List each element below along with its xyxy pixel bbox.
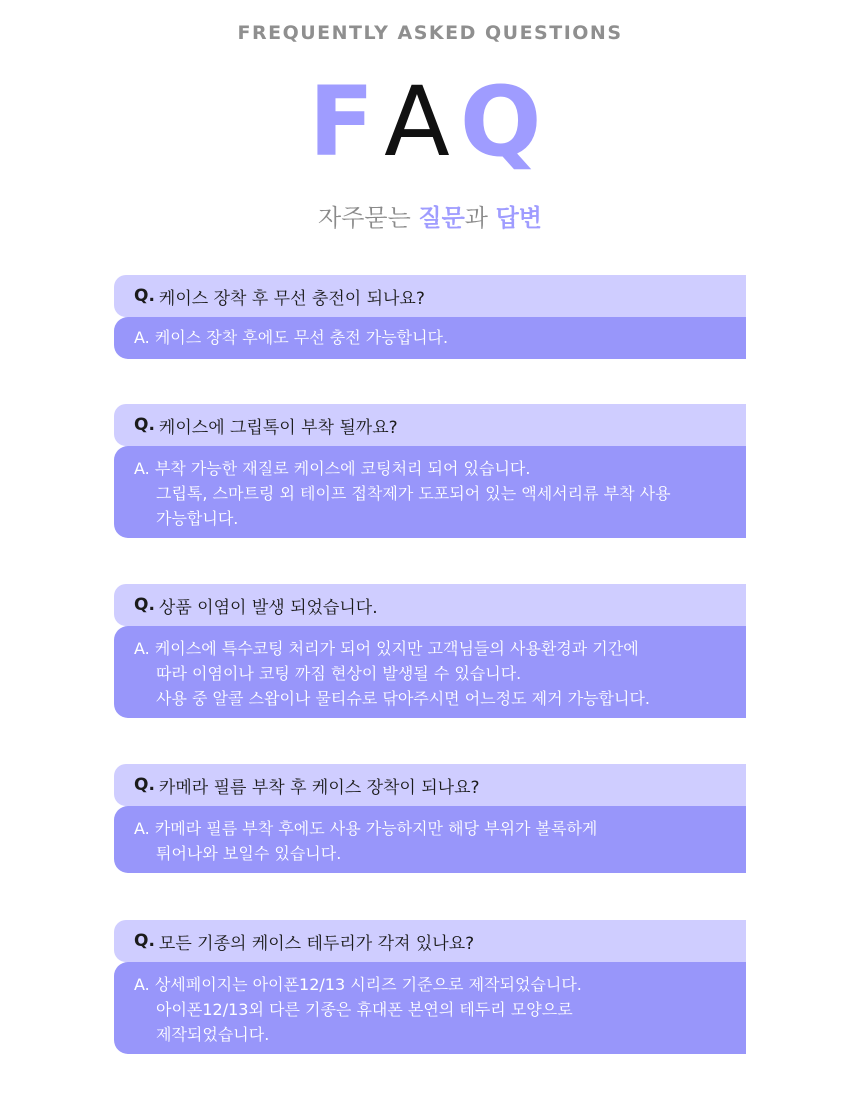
faq-item-5: [114, 920, 746, 1054]
question-text: 카메라 필름 부착 후 케이스 장착이 되나요?: [158, 777, 480, 798]
question-text: 모든 기종의 케이스 테두리가 각져 있나요?: [158, 933, 475, 954]
answer-line: 제작되었습니다.: [156, 1025, 270, 1044]
answer-line: 튀어나와 보일수 있습니다.: [156, 844, 342, 863]
question-bar[interactable]: [114, 404, 746, 446]
question-text: 상품 이염이 발생 되었습니다.: [158, 597, 378, 618]
subtitle-part2: 과: [464, 204, 496, 232]
page-title: [0, 66, 860, 178]
question-bar[interactable]: [114, 584, 746, 626]
answer-box: [114, 962, 746, 1054]
answer-line: A. 케이스에 특수코팅 처리가 되어 있지만 고객님들의 사용환경과 기간에: [134, 639, 639, 658]
answer-box: [114, 626, 746, 718]
question-prefix: Q.: [134, 286, 155, 306]
answer-line: 아이폰12/13외 다른 기종은 휴대폰 본연의 테두리 모양으로: [156, 1000, 573, 1019]
subtitle: [0, 198, 860, 233]
question-prefix: Q.: [134, 595, 155, 615]
title-letter-f: F: [308, 66, 385, 178]
subtitle-highlight-answer: 답변: [495, 204, 542, 232]
question-bar[interactable]: [114, 764, 746, 806]
title-letter-a: A: [384, 66, 460, 178]
answer-line: A. 부착 가능한 재질로 케이스에 코팅처리 되어 있습니다.: [134, 459, 531, 478]
answer-line: 따라 이염이나 코팅 까짐 현상이 발생될 수 있습니다.: [156, 664, 522, 683]
question-text: 케이스에 그립톡이 부착 될까요?: [158, 417, 398, 438]
question-prefix: Q.: [134, 415, 155, 435]
answer-box: [114, 317, 746, 359]
faq-item-1: [114, 275, 746, 359]
answer-line: 그립톡, 스마트링 외 테이프 접착제가 도포되어 있는 액세서리류 부착 사용: [156, 484, 671, 503]
title-letter-q: Q: [459, 66, 552, 178]
eyebrow-text: FREQUENTLY ASKED QUESTIONS: [237, 22, 623, 44]
question-text: 케이스 장착 후 무선 충전이 되나요?: [158, 288, 425, 309]
faq-item-2: [114, 404, 746, 538]
faq-item-3: [114, 584, 746, 718]
question-bar[interactable]: [114, 920, 746, 962]
question-bar[interactable]: [114, 275, 746, 317]
subtitle-highlight-question: 질문: [418, 204, 465, 232]
question-prefix: Q.: [134, 931, 155, 951]
faq-item-4: [114, 764, 746, 873]
answer-line: A. 케이스 장착 후에도 무선 충전 가능합니다.: [134, 328, 449, 347]
answer-line: A. 상세페이지는 아이폰12/13 시리즈 기준으로 제작되었습니다.: [134, 975, 582, 994]
answer-box: [114, 806, 746, 873]
question-prefix: Q.: [134, 775, 155, 795]
subtitle-part1: 자주묻는: [318, 204, 419, 232]
answer-box: [114, 446, 746, 538]
answer-line: 가능합니다.: [156, 509, 239, 528]
answer-line: 사용 중 알콜 스왑이나 물티슈로 닦아주시면 어느정도 제거 가능합니다.: [156, 689, 650, 708]
answer-line: A. 카메라 필름 부착 후에도 사용 가능하지만 해당 부위가 볼록하게: [134, 819, 598, 838]
